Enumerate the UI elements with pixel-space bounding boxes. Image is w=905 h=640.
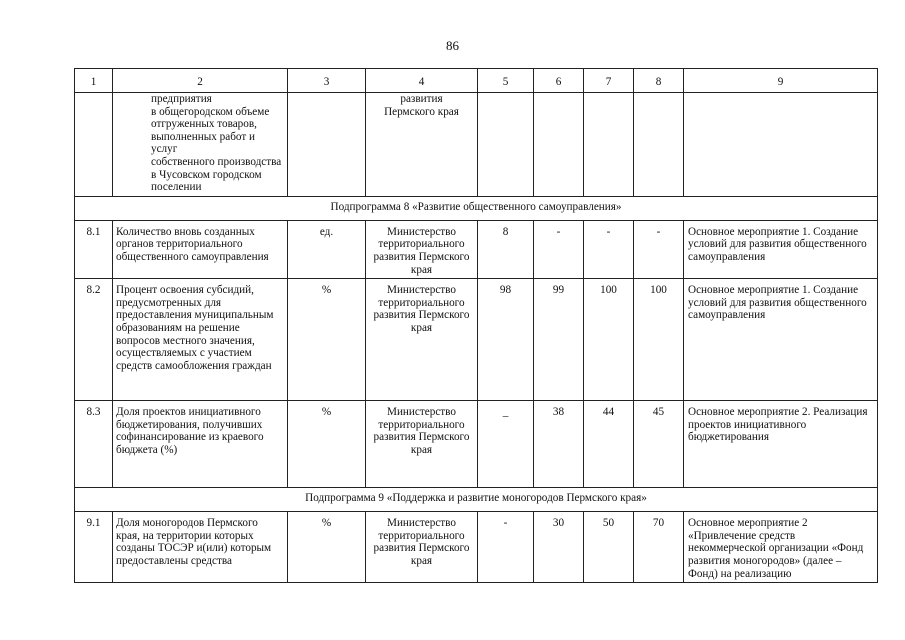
responsible-body: Министерство территориального развития Пермского края: [366, 220, 478, 278]
value-col5: -: [478, 512, 534, 583]
table-row: [75, 220, 878, 278]
main-event: Основное мероприятие 1. Создание условий для развития общественного самоуправления: [684, 220, 878, 278]
value-col6: 99: [534, 279, 584, 401]
responsible-body: Министерство территориального развития Пермского края: [366, 401, 478, 488]
row-number: 8.1: [75, 220, 113, 278]
indicator-name: Доля проектов инициативного бюджетирования, получивших софинансирование из краевого бюджета (%): [113, 401, 288, 488]
unit: %: [288, 279, 366, 401]
table-row: [75, 512, 878, 583]
table-row: [75, 401, 878, 488]
value-col5: _: [478, 401, 534, 488]
page-number: 86: [446, 38, 459, 53]
column-header: 9: [684, 69, 878, 93]
main-event: Основное мероприятие 2 «Привлечение средств некоммерческой организации «Фонд развития моногородов» (далее – Фонд) на реализацию: [684, 512, 878, 583]
value-col8: -: [634, 220, 684, 278]
unit: %: [288, 401, 366, 488]
indicator-name: Количество вновь созданных органов территориального общественного самоуправления: [113, 220, 288, 278]
indicator-name: Процент освоения субсидий, предусмотренных для предоставления муниципальным образованиям на решение вопросов местного значения, осуществляемых с участием средств самообложения граждан: [113, 279, 288, 401]
column-header: 7: [584, 69, 634, 93]
column-header: 6: [534, 69, 584, 93]
value-col7: -: [584, 220, 634, 278]
row-number: 8.2: [75, 279, 113, 401]
subprogram-title: Подпрограмма 8 «Развитие общественного самоуправления»: [75, 196, 878, 220]
column-header: 3: [288, 69, 366, 93]
continuation-row: [75, 93, 878, 197]
subprogram-title: Подпрограмма 9 «Поддержка и развитие моногородов Пермского края»: [75, 488, 878, 512]
responsible-body: Министерство территориального развития Пермского края: [366, 279, 478, 401]
unit: ед.: [288, 220, 366, 278]
value-col6: 38: [534, 401, 584, 488]
value-col7: 44: [584, 401, 634, 488]
column-header: 2: [113, 69, 288, 93]
value-col8: 45: [634, 401, 684, 488]
row-number: 9.1: [75, 512, 113, 583]
value-col6: 30: [534, 512, 584, 583]
subprogram-9-row: [75, 488, 878, 512]
header-row: [75, 69, 878, 93]
column-header: 4: [366, 69, 478, 93]
indicator-name: Доля моногородов Пермского края, на территории которых созданы ТОСЭР и(или) которым предоставлены средства: [113, 512, 288, 583]
column-header: 8: [634, 69, 684, 93]
unit: %: [288, 512, 366, 583]
value-col8: 100: [634, 279, 684, 401]
value-col5: 8: [478, 220, 534, 278]
indicators-table: [74, 68, 878, 583]
main-event: Основное мероприятие 2. Реализация проектов инициативного бюджетирования: [684, 401, 878, 488]
value-col7: 50: [584, 512, 634, 583]
responsible-body: развития Пермского края: [366, 93, 478, 197]
subprogram-8-row: [75, 196, 878, 220]
indicator-name: предприятия в общегородском объеме отгруженных товаров, выполненных работ и услуг собственного производства в Чусовском городском поселении: [113, 93, 288, 197]
column-header: 5: [478, 69, 534, 93]
main-event: Основное мероприятие 1. Создание условий для развития общественного самоуправления: [684, 279, 878, 401]
row-number: 8.3: [75, 401, 113, 488]
column-header: 1: [75, 69, 113, 93]
value-col5: 98: [478, 279, 534, 401]
value-col8: 70: [634, 512, 684, 583]
responsible-body: Министерство территориального развития Пермского края: [366, 512, 478, 583]
value-col7: 100: [584, 279, 634, 401]
table-row: [75, 279, 878, 401]
value-col6: -: [534, 220, 584, 278]
